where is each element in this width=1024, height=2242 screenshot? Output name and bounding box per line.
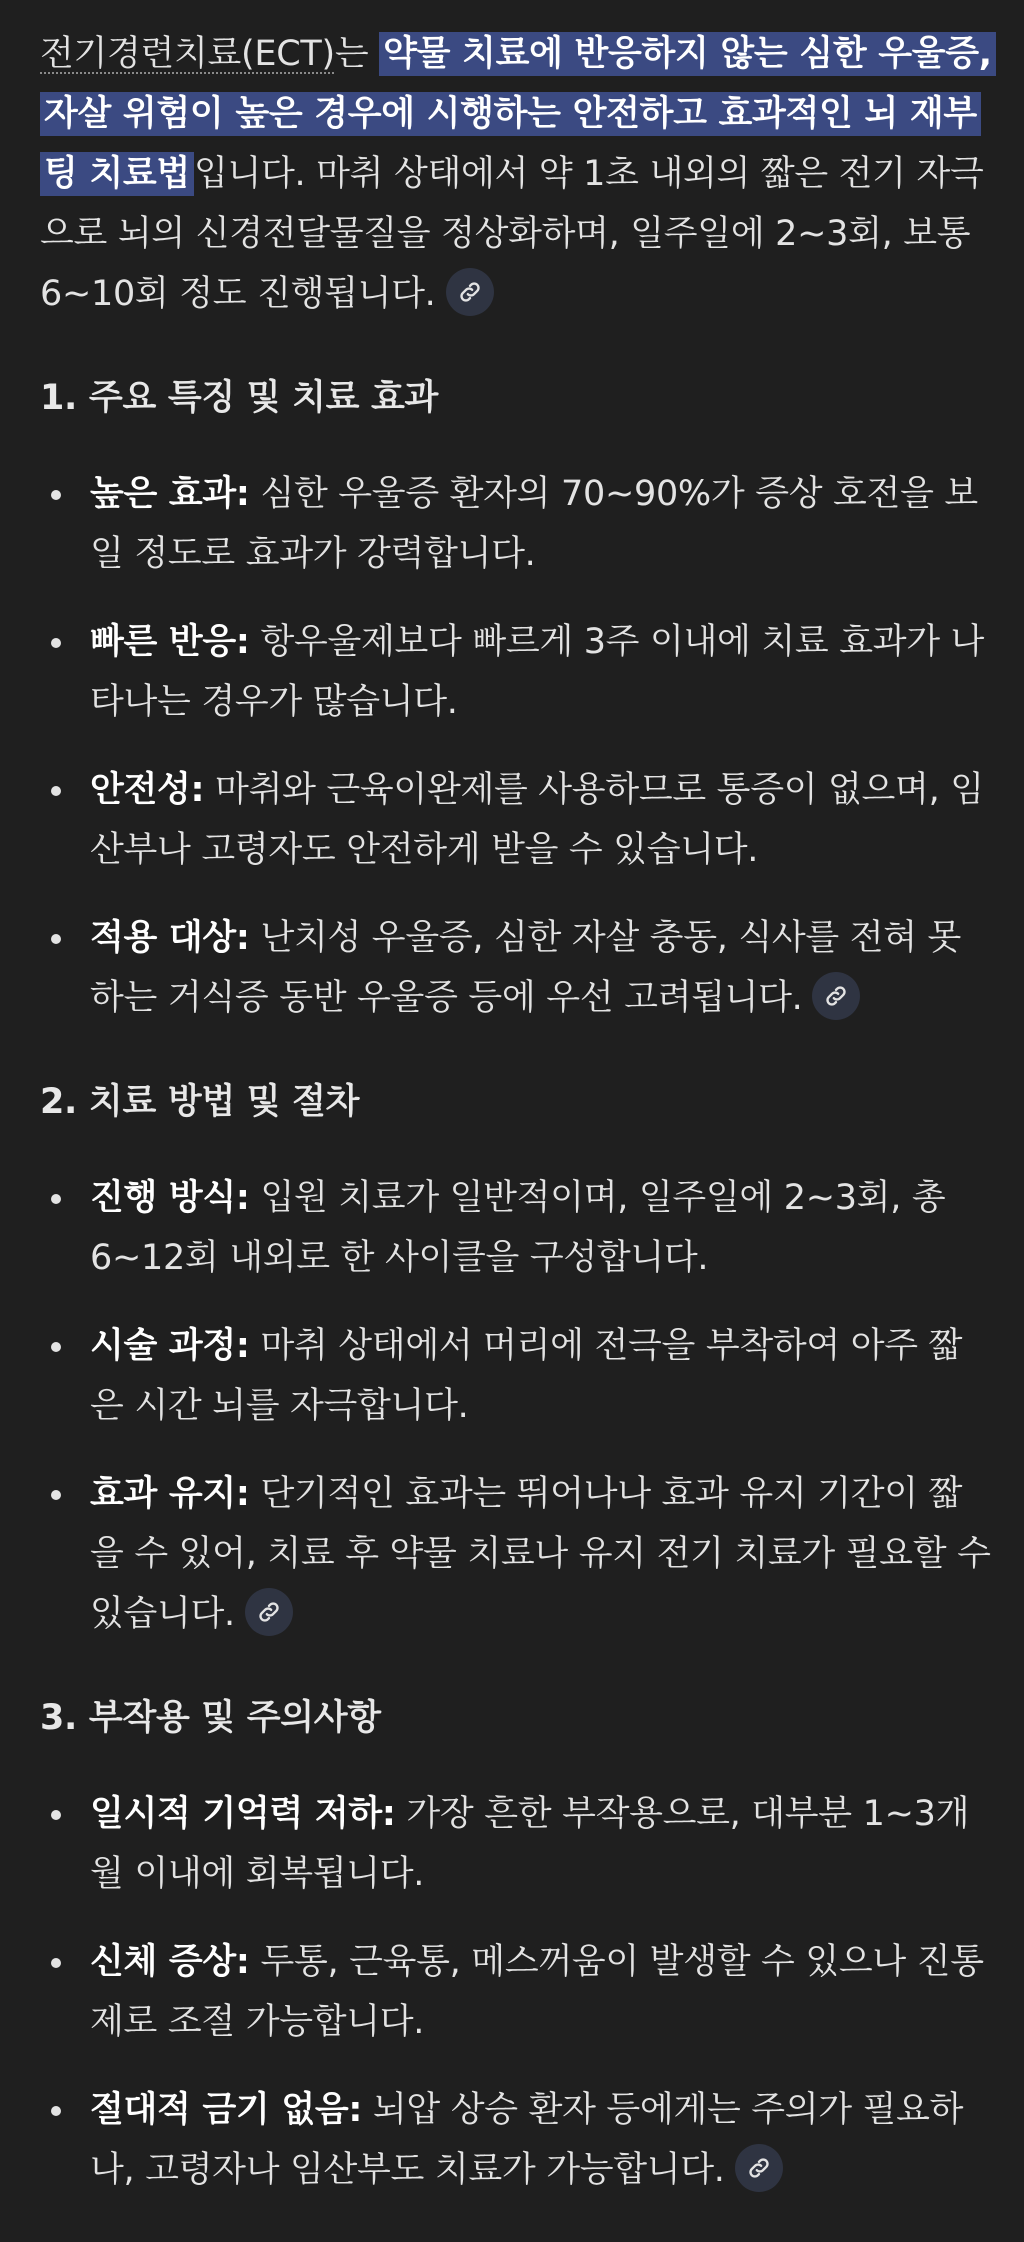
source-link-button[interactable] bbox=[735, 2144, 783, 2192]
bullet bbox=[51, 934, 61, 944]
bullet bbox=[51, 1958, 61, 1968]
list-item bbox=[40, 464, 994, 584]
section-list bbox=[40, 464, 994, 1028]
item-lead: 빠른 반응: bbox=[90, 622, 250, 662]
item-text: 마취와 근육이완제를 사용하므로 통증이 없으며, 임산부나 고령자도 안전하게 받을 수 있습니다. bbox=[90, 770, 984, 870]
bullet bbox=[51, 1810, 61, 1820]
item-text: 뇌압 상승 환자 등에게는 주의가 필요하나, 고령자나 임산부도 치료가 가능합니다. bbox=[90, 2090, 964, 2190]
item-lead: 절대적 금기 없음: bbox=[90, 2090, 363, 2130]
source-link-button[interactable] bbox=[446, 268, 494, 316]
list-item bbox=[40, 1316, 994, 1436]
bullet bbox=[51, 638, 61, 648]
section-list bbox=[40, 1168, 994, 1644]
item-lead: 적용 대상: bbox=[90, 918, 250, 958]
item-text: 항우울제보다 빠르게 3주 이내에 치료 효과가 나타나는 경우가 많습니다. bbox=[90, 622, 985, 722]
item-lead: 시술 과정: bbox=[90, 1326, 250, 1366]
list-item bbox=[40, 1932, 994, 2052]
source-link-button[interactable] bbox=[812, 972, 860, 1020]
source-link-button[interactable] bbox=[245, 1588, 293, 1636]
link-icon bbox=[457, 279, 483, 305]
list-item bbox=[40, 760, 994, 880]
bullet bbox=[51, 1490, 61, 1500]
link-icon bbox=[823, 983, 849, 1009]
list-item bbox=[40, 1464, 994, 1644]
link-icon bbox=[256, 1599, 282, 1625]
bullet bbox=[51, 2106, 61, 2116]
intro-paragraph bbox=[40, 24, 994, 324]
item-lead: 안전성: bbox=[90, 770, 205, 810]
bullet bbox=[51, 490, 61, 500]
item-lead: 신체 증상: bbox=[90, 1942, 250, 1982]
section-heading: 1. 주요 특징 및 치료 효과 bbox=[40, 378, 439, 418]
intro-term-suffix: 는 bbox=[334, 34, 380, 74]
bullet bbox=[51, 786, 61, 796]
bullet bbox=[51, 1194, 61, 1204]
item-text: 단기적인 효과는 뛰어나나 효과 유지 기간이 짧을 수 있어, 치료 후 약물 치료나 유지 전기 치료가 필요할 수 있습니다. bbox=[90, 1474, 991, 1634]
section-heading: 2. 치료 방법 및 절차 bbox=[40, 1082, 360, 1122]
bullet bbox=[51, 1342, 61, 1352]
intro-rest: 입니다. 마취 상태에서 약 1초 내외의 짧은 전기 자극으로 뇌의 신경전달물질을 정상화하며, 일주일에 2~3회, 보통 6~10회 정도 진행됩니다. bbox=[40, 154, 984, 314]
item-text: 심한 우울증 환자의 70~90%가 증상 호전을 보일 정도로 효과가 강력합니다. bbox=[90, 474, 978, 574]
section-heading: 3. 부작용 및 주의사항 bbox=[40, 1698, 381, 1738]
section-list bbox=[40, 1784, 994, 2200]
item-text: 가장 흔한 부작용으로, 대부분 1~3개월 이내에 회복됩니다. bbox=[90, 1794, 970, 1894]
list-item bbox=[40, 908, 994, 1028]
item-text: 두통, 근육통, 메스꺼움이 발생할 수 있으나 진통제로 조절 가능합니다. bbox=[90, 1942, 984, 2042]
list-item bbox=[40, 612, 994, 732]
term-ect[interactable]: 전기경련치료(ECT) bbox=[40, 34, 335, 74]
item-text: 입원 치료가 일반적이며, 일주일에 2~3회, 총 6~12회 내외로 한 사이클을 구성합니다. bbox=[90, 1178, 946, 1278]
item-text: 난치성 우울증, 심한 자살 충동, 식사를 전혀 못 하는 거식증 동반 우울증 등에 우선 고려됩니다. bbox=[90, 918, 962, 1018]
item-lead: 진행 방식: bbox=[90, 1178, 250, 1218]
item-lead: 일시적 기억력 저하: bbox=[90, 1794, 396, 1834]
list-item bbox=[40, 2080, 994, 2200]
highlighted-text: 약물 치료에 반응하지 않는 심한 우울증, 자살 위험이 높은 경우에 시행하는 안전하고 효과적인 뇌 재부팅 치료법 bbox=[40, 32, 996, 196]
item-lead: 높은 효과: bbox=[90, 474, 250, 514]
item-lead: 효과 유지: bbox=[90, 1474, 250, 1514]
list-item bbox=[40, 1168, 994, 1288]
item-text: 마취 상태에서 머리에 전극을 부착하여 아주 짧은 시간 뇌를 자극합니다. bbox=[90, 1326, 963, 1426]
list-item bbox=[40, 1784, 994, 1904]
link-icon bbox=[746, 2155, 772, 2181]
